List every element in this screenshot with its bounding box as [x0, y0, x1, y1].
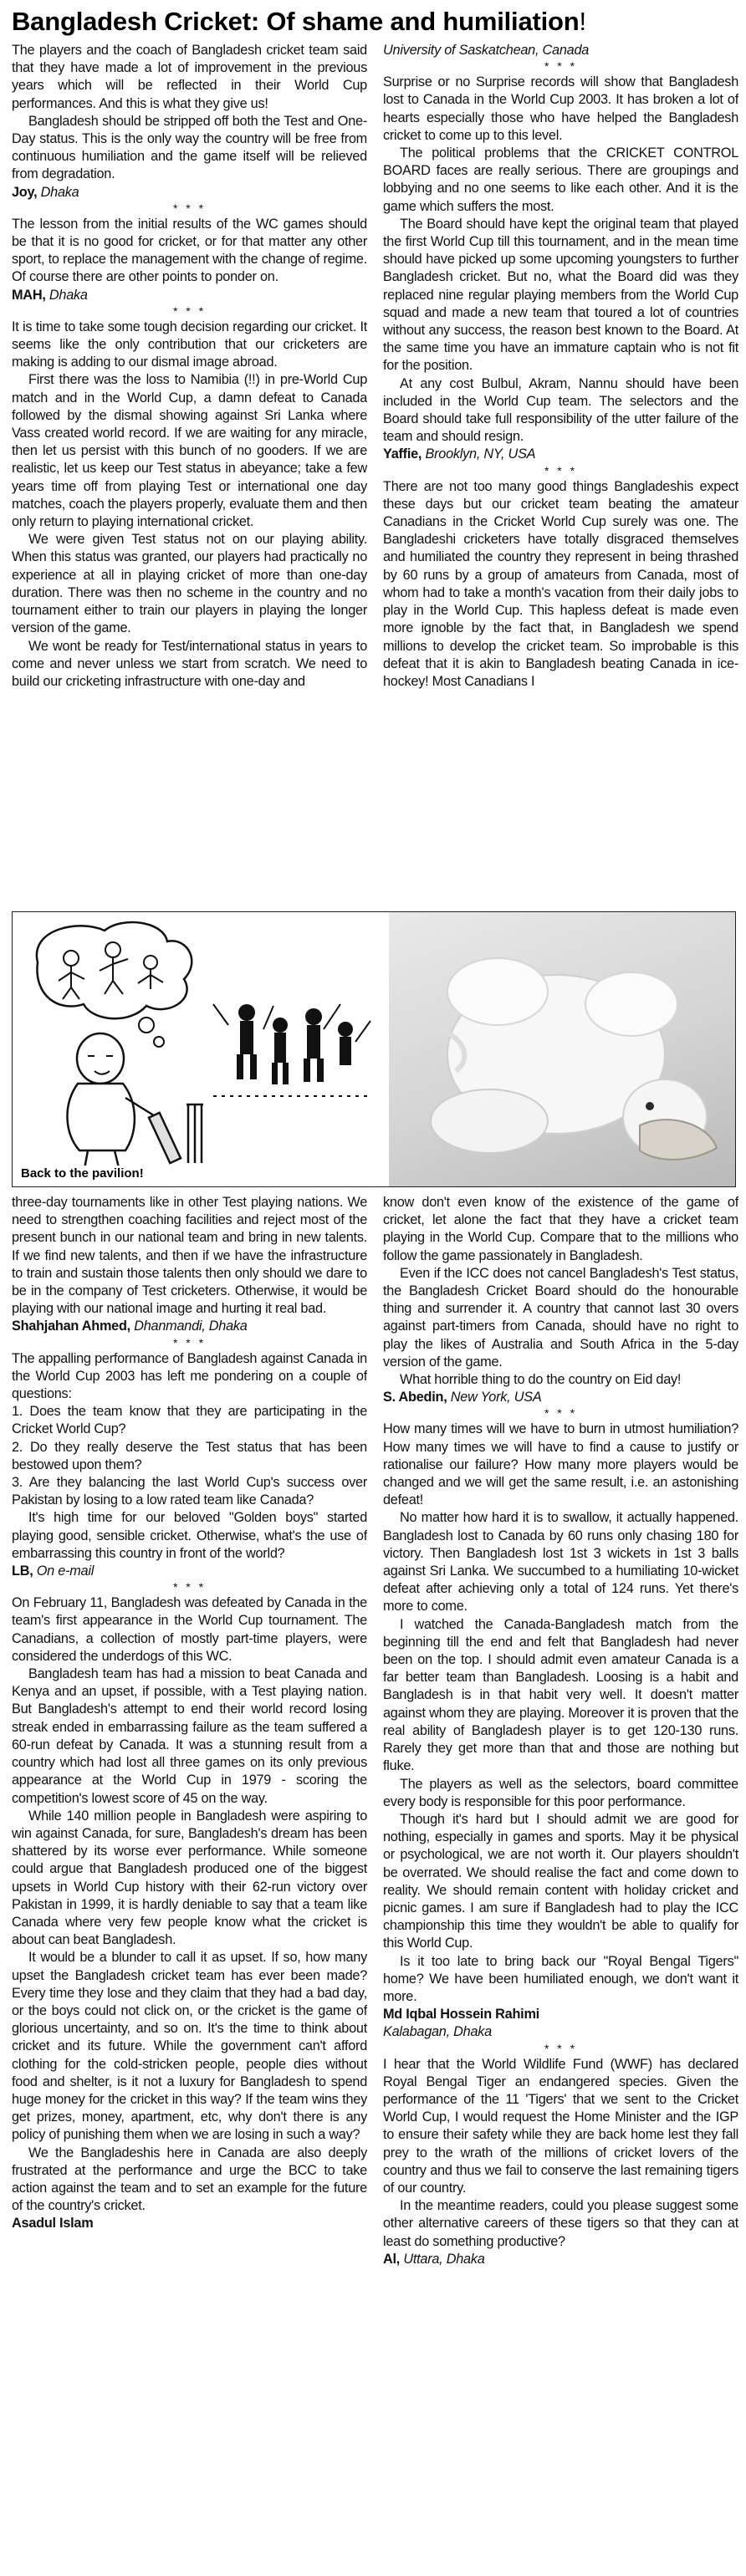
letter-paragraph: What horrible thing to do the country on Eid day! — [400, 1372, 682, 1388]
letter-paragraph: It is time to take some tough decision regarding our cricket. It seems like the only contribution that our cricketers are making is adding to our dismal image abroad. — [12, 319, 367, 370]
column-bottom-left — [12, 1194, 367, 2565]
signature-name: Joy, — [12, 184, 38, 200]
letter-paragraph: Even if the ICC does not cancel Bangladesh's Test status, the Bangladesh Cricket Board should do the honourable thing and surrender it. A country that cannot last 30 overs against part-timers from Canada, should have no right to play the likes of Australia and South Africa in the 5-day version of the game. — [383, 1265, 738, 1370]
letter-paragraph: 3. Are they balancing the last World Cup's success over Pakistan by losing to a low rated team like Canada? — [12, 1475, 367, 1508]
letter-paragraph: We were given Test status not on our playing ability. When this status was granted, our players had practically no experience at all in playing cricket of more than one-day duration. There was then no scheme in the country and no tournament either to train our players in playing the longer version of the game. — [12, 532, 367, 636]
letter-paragraph: First there was the loss to Namibia (!!) in pre-World Cup match and in the World Cup, a damn defeat to Canada followed by the dismal showing against Sri Lanka where Vass created world record. If we are waiting for any miracle, then let us persist with this bunch of no gooders. If we are realistic, let us keep our Test status in abeyance; take a few years time off from playing Test or international one day matches, coach the players properly, evaluate them and then only return to playing international cricket. — [12, 372, 367, 530]
letter-paragraph: three-day tournaments like in other Test playing nations. We need to strengthen coaching facilities and reject most of the present bunch in our national team and bring in new talents. If we find new talents, and then if we have the infrastructure to train and sustain those talents then only should we dare to be in the company of Test cricketers. Otherwise, it would be playing with our national image and hurting it real bad. — [12, 1195, 367, 1317]
letter-signature — [383, 2251, 738, 2268]
letter-signature — [383, 2006, 738, 2023]
signature-location: On e-mail — [36, 1563, 95, 1579]
signature-location: Dhaka — [49, 287, 88, 303]
signature-name: S. Abedin, — [383, 1390, 447, 1405]
letter-paragraph: While 140 million people in Bangladesh were aspiring to win against Canada, for sure, Bangladesh's dream has been shattered by its worse ever performance. While someone could argue that Bangladesh produced one of the biggest upsets in World Cup history with their 62-run victory over Pakistan in 1999, it is hardly deniable to say that a team like Canada where very few people know what the cricket is about can beat Bangladesh. — [12, 1808, 367, 1948]
letter-signature — [12, 1563, 367, 1580]
letter-paragraph: Surprise or no Surprise records will show that Bangladesh lost to Canada in the World Cup 2003. It has broken a lot of hearts especially those who have helped the Bangladesh cricket to come up to this level. — [383, 74, 738, 143]
signature-location: Brooklyn, NY, USA — [425, 446, 536, 462]
letter-paragraph: There are not too many good things Bangladeshis expect these days but our cricket team beating the amateur Canadians in the Cricket World Cup surely was one. The Bangladeshi cricketers have totally disgraced themselves and humiliated the country they represent in being thrashed by 60 runs by a group of amateurs from Canada, most of whom had to take a month's vacation from their daily jobs to play in the World Cup. This hapless defeat is made even more ignoble by the fact that, in Bangladesh we spend millions to develop the cricket team. So improbable is this defeat that it is akin to Bangladesh beating Canada in ice-hockey! Most Canadians I — [383, 478, 738, 689]
column-bottom-right — [383, 1194, 738, 2565]
signature-name: Asadul Islam — [12, 2216, 94, 2232]
letter-signature — [12, 2215, 367, 2232]
signature-location: Kalabagan, Dhaka — [383, 2024, 492, 2040]
letter-paragraph: The political problems that the CRICKET CONTROL BOARD faces are really serious. There are groupings and lobbying and no one seems to like each other. And it is the game which suffers the most. — [383, 145, 738, 214]
signature-location: University of Saskatchean, Canada — [383, 43, 590, 58]
letter-paragraph: The Board should have kept the original team that played the first World Cup till this tournament, and in the mean time should have picked up some upcoming youngsters to further Bangladesh cricket. But no, what the Board did was they replaced nine regular playing members from the World Cup squad and made a new team that toured a lot of countries without any success, the reason best known to the Board. At the same time you have an immature captain who is not fit for the position. — [383, 216, 738, 374]
separator-stars: * * * — [544, 59, 578, 74]
letter-paragraph: It's high time for our beloved "Golden boys" started playing good, sensible cricket. Otherwise, what's the use of embarrassing this country in front of the world? — [12, 1510, 367, 1561]
letter-paragraph: The players as well as the selectors, board committee every body is responsible for this poor performance. — [383, 1776, 738, 1809]
letter-paragraph: At any cost Bulbul, Akram, Nannu should have been included in the World Cup team. The selectors and the Board should take full responsibility of the utter failure of the team and should resign. — [383, 375, 738, 445]
separator-stars: * * * — [172, 304, 207, 318]
letter-paragraph: Bangladesh should be stripped off both the Test and One-Day status. This is the only way the country will be free from continuous humiliation and the game itself will be relieved from degradation. — [12, 113, 367, 182]
signature-name: Al, — [383, 2251, 401, 2267]
letter-signature — [12, 184, 367, 201]
headline-text: Bangladesh Cricket: Of shame and humiliation — [12, 7, 580, 36]
signature-location: New York, USA — [450, 1390, 542, 1405]
signature-location: Uttara, Dhaka — [403, 2251, 485, 2267]
letter-paragraph: Though it's hard but I should admit we are good for nothing, especially in games and sports. May it be physical or psychological, we are not worth it. Our players shouldn't be overrated. We should realise the fact and come down to reality. We should remain content with holiday cricket and picnic games. I am sure if Bangladesh had to play the ICC championship this time they wouldn't be able to qualify for this World Cup. — [383, 1811, 738, 1951]
figure-panel — [12, 911, 736, 1187]
letter-signature — [12, 1318, 367, 1335]
cartoon-illustration — [13, 912, 389, 1186]
cartoon-drawing — [13, 912, 389, 1186]
letter-paragraph: In the meantime readers, could you please suggest some other alternative careers of these tigers so that they can at least do something productive? — [383, 2198, 738, 2249]
letter-signature — [383, 446, 738, 463]
letter-signature — [383, 1389, 738, 1406]
stuffed-toy-platypus-photo — [389, 912, 735, 1186]
column-top-right — [383, 42, 738, 907]
signature-name: Yaffie, — [383, 446, 422, 462]
platypus-drawing — [389, 912, 735, 1186]
separator-stars: * * * — [544, 2041, 578, 2055]
letter-paragraph: know don't even know of the existence of the game of cricket, let alone the fact that they have a cricket team playing in the World Cup. Compare that to the millions who follow the game passionately in Bangladesh. — [383, 1195, 738, 1263]
signature-name: Shahjahan Ahmed, — [12, 1319, 130, 1334]
letter-paragraph: The players and the coach of Bangladesh cricket team said that they have made a lot of improvement in the previous years which will be reflected in their World Cup performances. And this is what they give us! — [12, 43, 367, 111]
letter-signature — [12, 287, 367, 304]
separator-stars: * * * — [172, 1335, 207, 1349]
letter-paragraph: The lesson from the initial results of the WC games should be that it is no good for cricket, or for that matter any other sport, to replace the management with the change of regime. Of course there are other points to ponder on. — [12, 216, 367, 285]
signature-name: Md Iqbal Hossein Rahimi — [383, 2007, 539, 2023]
separator-stars: * * * — [172, 201, 207, 215]
letter-paragraph: 1. Does the team know that they are participating in the Cricket World Cup? — [12, 1404, 367, 1437]
column-top-left — [12, 42, 367, 907]
signature-name: MAH, — [12, 287, 46, 303]
letter-paragraph: On February 11, Bangladesh was defeated by Canada in the team's first appearance in the World Cup tournament. The Canadians, a collection of mostly part-time players, were considered the underdogs of this WC. — [12, 1595, 367, 1664]
letter-paragraph: 2. Do they really deserve the Test status that has been bestowed upon them? — [12, 1439, 367, 1472]
letter-paragraph: We the Bangladeshis here in Canada are also deeply frustrated at the performance and urge the BCC to take action against the team and to set an example for the future of the country's cricket. — [12, 2145, 367, 2214]
letter-paragraph: I hear that the World Wildlife Fund (WWF) has declared Royal Bengal Tiger an endangered species. Given the performance of the 11 'Tigers' that we sent to the Cricket World Cup, I would request the Home Minister and the IGP to ensure their safety while they are back home lest they fall prey to the wrath of the millions of cricket lovers of the country and thus we fail to conserve the last remaining tigers of our country. — [383, 2056, 738, 2196]
headline — [12, 5, 736, 38]
separator-stars: * * * — [544, 1406, 578, 1421]
letter-paragraph: The appalling performance of Bangladesh against Canada in the World Cup 2003 has left me pondering on a couple of questions: — [12, 1350, 367, 1402]
letter-paragraph: No matter how hard it is to swallow, it actually happened. Bangladesh lost to Canada by 60 runs only chasing 180 for victory. Then Bangladesh lost 1st 3 wickets in 1st 3 balls against Sri Lanka. We succumbed to a humiliating 10-wicket defeat after achieving only a total of 124 runs. Yet there's more to come. — [383, 1510, 738, 1614]
letter-paragraph: Bangladesh team has had a mission to beat Canada and Kenya and an upset, if possible, with a Test playing nation. But Bangladesh's attempt to end their world record losing streak ended in embarrassing failure as the team suffered a 60-run defeat by Canada. It was a stunning result from a country which had lost all three games on its only previous appearance at the World Cup in 1979 - scoring the competition's lowest score of 45 on the way. — [12, 1666, 367, 1806]
letter-paragraph: I watched the Canada-Bangladesh match from the beginning till the end and felt that Bangladesh had never been on the top. I should admit even amateur Canada is a far better team than Bangladesh. Loosing is a habit and Bangladesh is in that habit very well. It doesn't matter against whom they are playing. Moreover it is proven that the real ability of Bangladesh player is to get 120-130 runs. Rarely they get more than that and those are nothing but fluke. — [383, 1616, 738, 1774]
headline-exclamation: ! — [579, 7, 586, 36]
signature-location: Dhanmandi, Dhaka — [134, 1319, 248, 1334]
signature-name: LB, — [12, 1563, 33, 1579]
letter-paragraph: It would be a blunder to call it as upset. If so, how many upset the Bangladesh cricket team has ever been made? Every time they lose and they claim that they had a bad day, or the boys could not click on, or the cricket is the game of glorious uncertainty, and so on. It's the time to think about cricket and its future. While the government can't afford clothing for the cold-stricken people, people dies without food and shelter, is it not a luxury for Bangladesh to spend huge money for the cricket in this way? If the team wins they get prizes, money, apartment, etc, why don't there is any policy of punishing them when we are losing in such a way? — [12, 1950, 367, 2143]
letter-paragraph: How many times will we have to burn in utmost humiliation? How many times we will have to find a cause to justify or rationalise our failure? How many more players would be changed and we will get the same result, i.e. an astonishing defeat! — [383, 1421, 738, 1508]
signature-location: Dhaka — [40, 184, 79, 200]
figure-caption: Back to the pavilion! — [18, 1166, 147, 1181]
separator-stars: * * * — [172, 1580, 207, 1594]
letter-paragraph: Is it too late to bring back our "Royal Bengal Tigers" home? We have been humiliated enough, we don't want it more. — [383, 1953, 738, 2004]
letter-paragraph: We wont be ready for Test/international status in years to come and never unless we start from scratch. We need to build our cricketing infrastructure with one-day and — [12, 638, 367, 689]
separator-stars: * * * — [544, 463, 578, 477]
